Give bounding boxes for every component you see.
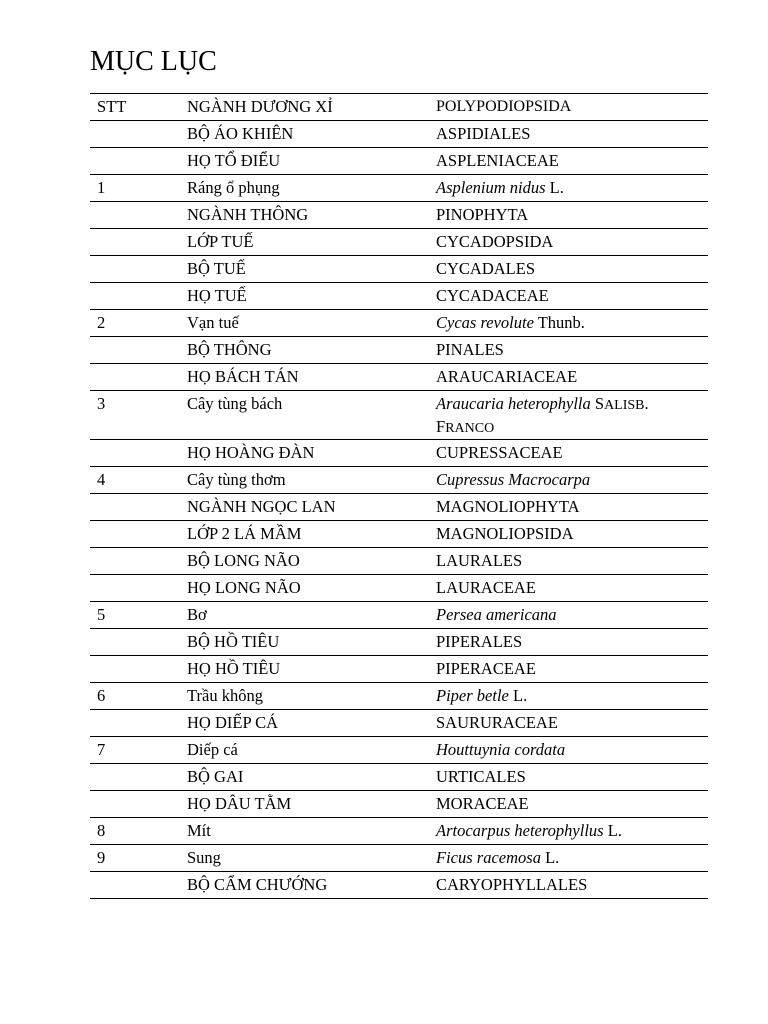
stt-cell: [90, 791, 180, 818]
stt-cell: [90, 872, 180, 899]
scientific-cell: PIPERACEAE: [429, 656, 708, 683]
species-author: L.: [603, 821, 622, 840]
table-row: [90, 467, 708, 494]
species-name: Piper betle: [436, 686, 509, 705]
table-row: [90, 629, 708, 656]
name-cell: HỌ TỔ ĐIỂU: [180, 148, 429, 175]
table-row: [90, 202, 708, 229]
species-name: Asplenium nidus: [436, 178, 546, 197]
scientific-cell: [429, 602, 708, 629]
table-row: [90, 683, 708, 710]
scientific-cell: [429, 683, 708, 710]
table-row: [90, 364, 708, 391]
name-cell: Trầu không: [180, 683, 429, 710]
scientific-cell: CARYOPHYLLALES: [429, 872, 708, 899]
stt-cell: [90, 256, 180, 283]
scientific-cell: [429, 845, 708, 872]
name-cell: BỘ CẨM CHƯỚNG: [180, 872, 429, 899]
table-row: [90, 121, 708, 148]
stt-cell: 6: [90, 683, 180, 710]
species-author-smallcaps: RANCO: [445, 421, 495, 436]
name-cell: HỌ HỒ TIÊU: [180, 656, 429, 683]
scientific-cell: PINOPHYTA: [429, 202, 708, 229]
table-row: [90, 310, 708, 337]
species-name: Ficus racemosa: [436, 848, 541, 867]
stt-cell: 9: [90, 845, 180, 872]
stt-cell: [90, 121, 180, 148]
scientific-cell: POLYPODIOPSIDA: [429, 94, 708, 121]
stt-cell: 2: [90, 310, 180, 337]
scientific-cell: URTICALES: [429, 764, 708, 791]
name-cell: BỘ GAI: [180, 764, 429, 791]
stt-cell: 7: [90, 737, 180, 764]
name-cell: HỌ TUẾ: [180, 283, 429, 310]
scientific-cell: CUPRESSACEAE: [429, 440, 708, 467]
scientific-cell: [429, 467, 708, 494]
name-cell: Vạn tuế: [180, 310, 429, 337]
scientific-cell: [429, 391, 708, 440]
scientific-cell: MORACEAE: [429, 791, 708, 818]
name-cell: HỌ DIẾP CÁ: [180, 710, 429, 737]
scientific-cell: LAURACEAE: [429, 575, 708, 602]
table-row: [90, 575, 708, 602]
stt-cell: [90, 229, 180, 256]
table-row: [90, 391, 708, 440]
species-author-smallcaps: ALISB: [604, 398, 645, 413]
table-row: [90, 548, 708, 575]
name-cell: HỌ LONG NÃO: [180, 575, 429, 602]
species-author: L.: [540, 848, 560, 867]
table-row: [90, 656, 708, 683]
species-name: Persea americana: [436, 605, 557, 624]
scientific-cell: CYCADOPSIDA: [429, 229, 708, 256]
name-cell: Diếp cá: [180, 737, 429, 764]
table-row: [90, 602, 708, 629]
name-cell: HỌ DÂU TẰM: [180, 791, 429, 818]
stt-cell: [90, 575, 180, 602]
stt-cell: [90, 202, 180, 229]
table-row: [90, 764, 708, 791]
species-name: Houttuynia cordata: [436, 740, 566, 759]
name-cell: NGÀNH NGỌC LAN: [180, 494, 429, 521]
table-row: [90, 494, 708, 521]
stt-cell: 8: [90, 818, 180, 845]
name-cell: LỚP 2 LÁ MẦM: [180, 521, 429, 548]
stt-cell: [90, 148, 180, 175]
scientific-cell: SAURURACEAE: [429, 710, 708, 737]
scientific-cell: [429, 310, 708, 337]
table-row: [90, 872, 708, 899]
name-cell: BỘ ÁO KHIÊN: [180, 121, 429, 148]
name-cell: NGÀNH DƯƠNG XỈ: [180, 94, 429, 121]
table-row: [90, 148, 708, 175]
stt-cell: [90, 764, 180, 791]
species-name: Araucaria heterophylla: [436, 394, 591, 413]
stt-cell: 3: [90, 391, 180, 440]
table-row: [90, 175, 708, 202]
name-cell: BỘ LONG NÃO: [180, 548, 429, 575]
table-row: [90, 791, 708, 818]
scientific-cell: PIPERALES: [429, 629, 708, 656]
stt-cell: 5: [90, 602, 180, 629]
name-cell: Cây tùng thơm: [180, 467, 429, 494]
table-row: [90, 845, 708, 872]
table-row: [90, 337, 708, 364]
scientific-cell: [429, 175, 708, 202]
stt-cell: [90, 710, 180, 737]
name-cell: Ráng ổ phụng: [180, 175, 429, 202]
stt-cell: [90, 364, 180, 391]
stt-cell: [90, 440, 180, 467]
scientific-cell: LAURALES: [429, 548, 708, 575]
scientific-cell: [429, 818, 708, 845]
name-cell: BỘ TUẾ: [180, 256, 429, 283]
stt-cell: [90, 494, 180, 521]
scientific-cell: [429, 737, 708, 764]
name-cell: LỚP TUẾ: [180, 229, 429, 256]
scientific-cell: CYCADALES: [429, 256, 708, 283]
scientific-cell: ARAUCARIACEAE: [429, 364, 708, 391]
table-row: [90, 737, 708, 764]
species-author: . F: [436, 394, 649, 436]
scientific-cell: CYCADACEAE: [429, 283, 708, 310]
name-cell: Sung: [180, 845, 429, 872]
scientific-cell: ASPLENIACEAE: [429, 148, 708, 175]
page-title: MỤC LỤC: [90, 46, 217, 77]
name-cell: NGÀNH THÔNG: [180, 202, 429, 229]
name-cell: Mít: [180, 818, 429, 845]
table-row: [90, 440, 708, 467]
stt-cell: 4: [90, 467, 180, 494]
name-cell: BỘ THÔNG: [180, 337, 429, 364]
stt-cell: [90, 521, 180, 548]
stt-cell: [90, 656, 180, 683]
species-author: L.: [508, 686, 528, 705]
stt-cell: 1: [90, 175, 180, 202]
species-name: Cupressus Macrocarpa: [436, 470, 591, 489]
species-author: S: [590, 394, 605, 413]
stt-cell: [90, 283, 180, 310]
stt-cell: [90, 548, 180, 575]
stt-cell: [90, 337, 180, 364]
table-row: [90, 229, 708, 256]
scientific-cell: MAGNOLIOPHYTA: [429, 494, 708, 521]
table-row: [90, 94, 708, 121]
name-cell: HỌ BÁCH TÁN: [180, 364, 429, 391]
scientific-cell: ASPIDIALES: [429, 121, 708, 148]
scientific-cell: MAGNOLIOPSIDA: [429, 521, 708, 548]
table-row: [90, 818, 708, 845]
species-author: Thunb.: [533, 313, 585, 332]
table-row: [90, 521, 708, 548]
species-name: Artocarpus heterophyllus: [436, 821, 604, 840]
name-cell: Bơ: [180, 602, 429, 629]
name-cell: Cây tùng bách: [180, 391, 429, 440]
stt-cell: [90, 629, 180, 656]
table-row: [90, 256, 708, 283]
table-row: [90, 283, 708, 310]
name-cell: BỘ HỒ TIÊU: [180, 629, 429, 656]
name-cell: HỌ HOÀNG ĐÀN: [180, 440, 429, 467]
stt-cell: STT: [90, 94, 180, 121]
scientific-cell: PINALES: [429, 337, 708, 364]
species-name: Cycas revolute: [436, 313, 534, 332]
contents-table: [90, 93, 708, 899]
table-row: [90, 710, 708, 737]
species-author: L.: [545, 178, 564, 197]
